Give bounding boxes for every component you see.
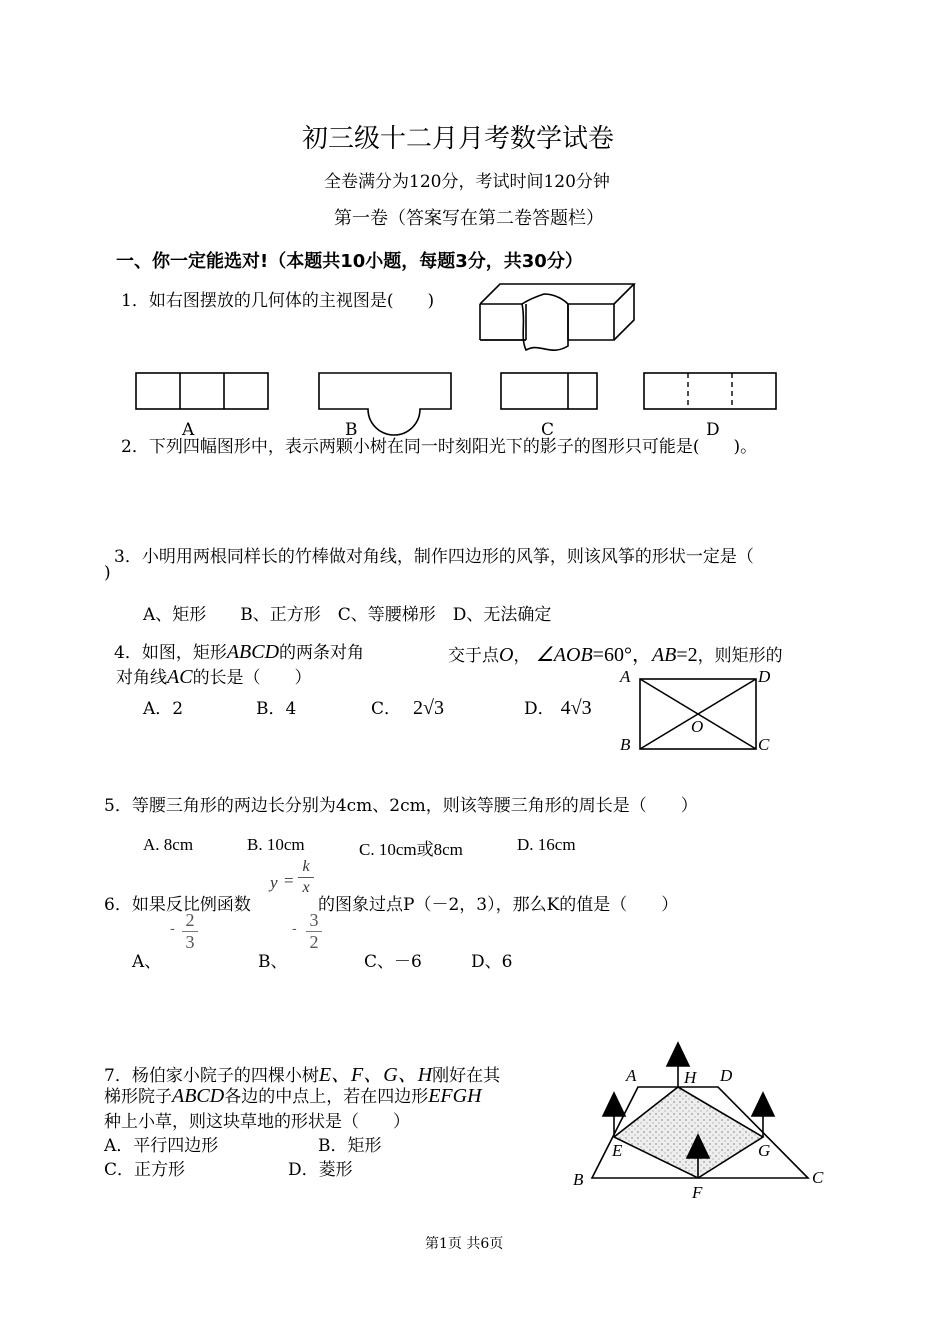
q4-option-a: A．2 [143, 699, 184, 719]
q1-option-c-label: C [541, 420, 555, 440]
q6-option-a-sign: - [170, 921, 175, 937]
q4-label-d: D [758, 667, 771, 686]
q4-option-b: B．4 [256, 699, 297, 719]
q7-option-c: C．正方形 [104, 1160, 186, 1180]
q7-option-a: A．平行四边形 [104, 1136, 219, 1156]
q7-label-b: B [573, 1170, 584, 1189]
q6-formula-eq: = [284, 871, 294, 890]
question-6-text-b: 的图象过点P（－2，3），那么K的值是（ ） [318, 895, 679, 915]
q7-label-e: E [612, 1141, 623, 1160]
question-7-text-line3: 种上小草，则这块草地的形状是（ ） [104, 1112, 410, 1132]
q4-label-c: C [758, 735, 770, 754]
q6-option-a-numerator: 2 [185, 910, 195, 930]
q6-option-b: B、 [258, 952, 288, 972]
page-footer: 第1页 共6页 [425, 1236, 504, 1252]
q4-label-o: O [691, 717, 704, 736]
question-4-text-b: 交于点O， ∠AOB=60°，AB=2，则矩形的 [448, 644, 783, 666]
q7-label-c: C [812, 1168, 824, 1187]
q4-label-b: B [620, 735, 631, 754]
question-3-text: 3．小明用两根同样长的竹棒做对角线，制作四边形的风筝，则该风筝的形状一定是（ [114, 547, 754, 567]
q6-option-b-fraction [304, 910, 324, 953]
question-3-options: A、矩形 B、正方形 C、等腰梯形 D、无法确定 [143, 605, 552, 625]
q6-formula-numerator: k [302, 858, 310, 875]
q1-option-a-figure [135, 372, 270, 412]
section-title: 一、你一定能选对!（本题共10小题，每题3分，共30分） [116, 251, 583, 272]
question-1-text: 1．如右图摆放的几何体的主视图是( ) [121, 291, 435, 311]
page-title: 初三级十二月月考数学试卷 [302, 124, 615, 154]
q1-option-c-figure [500, 372, 600, 412]
q7-label-d: D [720, 1066, 733, 1085]
question-3-text-cont: ) [104, 563, 111, 583]
q7-option-d: D．菱形 [288, 1160, 353, 1180]
q5-option-b: B. 10cm [247, 835, 305, 854]
q6-option-a-denominator: 3 [185, 932, 195, 952]
q1-option-a-label: A [182, 420, 195, 440]
q6-formula-denominator: x [302, 879, 310, 896]
q4-label-a: A [620, 667, 631, 686]
question-5-text: 5．等腰三角形的两边长分别为4cm、2cm，则该等腰三角形的周长是（ ） [104, 796, 698, 816]
q6-formula-y: y [270, 873, 278, 892]
question-2-text: 2．下列四幅图形中，表示两颗小树在同一时刻阳光下的影子的图形只可能是( )。 [121, 437, 758, 457]
question-7-text-line2: 梯形院子ABCD各边的中点上，若在四边形EFGH [104, 1085, 482, 1107]
q7-label-f: F [692, 1183, 703, 1202]
q6-formula-fraction [296, 858, 316, 897]
q5-option-a: A. 8cm [143, 835, 194, 854]
q1-option-d-figure [643, 372, 779, 412]
q5-option-c: C. 10cm或8cm [359, 840, 463, 859]
q4-option-d: D． 4√3 [524, 697, 592, 719]
q6-option-c: C、－6 [364, 952, 422, 972]
q6-option-d: D、6 [471, 952, 513, 972]
q6-option-a: A、 [132, 952, 162, 972]
q1-3d-solid-figure [478, 282, 638, 354]
question-4-text: 4．如图，矩形ABCD的两条对角 [114, 641, 365, 663]
q6-option-a-fraction [180, 910, 200, 953]
q6-option-b-numerator: 3 [309, 910, 319, 930]
q7-trapezoid-figure [570, 1040, 830, 1205]
q7-label-g: G [758, 1141, 771, 1160]
q4-option-c: C． 2√3 [371, 697, 444, 719]
exam-subtitle: 全卷满分为120分，考试时间120分钟 [324, 172, 610, 192]
q7-option-b: B．矩形 [318, 1136, 382, 1156]
part-title: 第一卷（答案写在第二卷答题栏） [334, 208, 604, 229]
q7-label-h: H [684, 1068, 697, 1087]
q7-label-a: A [626, 1066, 637, 1085]
question-7-text-line1: 7．杨伯家小院子的四棵小树E、F、G、H刚好在其 [104, 1064, 501, 1086]
q1-option-b-label: B [345, 420, 358, 440]
q6-option-b-sign: - [292, 921, 297, 937]
q6-option-b-denominator: 2 [309, 932, 319, 952]
q5-option-d: D. 16cm [517, 835, 576, 854]
q1-option-d-label: D [706, 420, 720, 440]
question-6-text: 6．如果反比例函数 [104, 895, 251, 915]
question-4-text-line2: 对角线AC的长是（ ） [116, 666, 312, 688]
